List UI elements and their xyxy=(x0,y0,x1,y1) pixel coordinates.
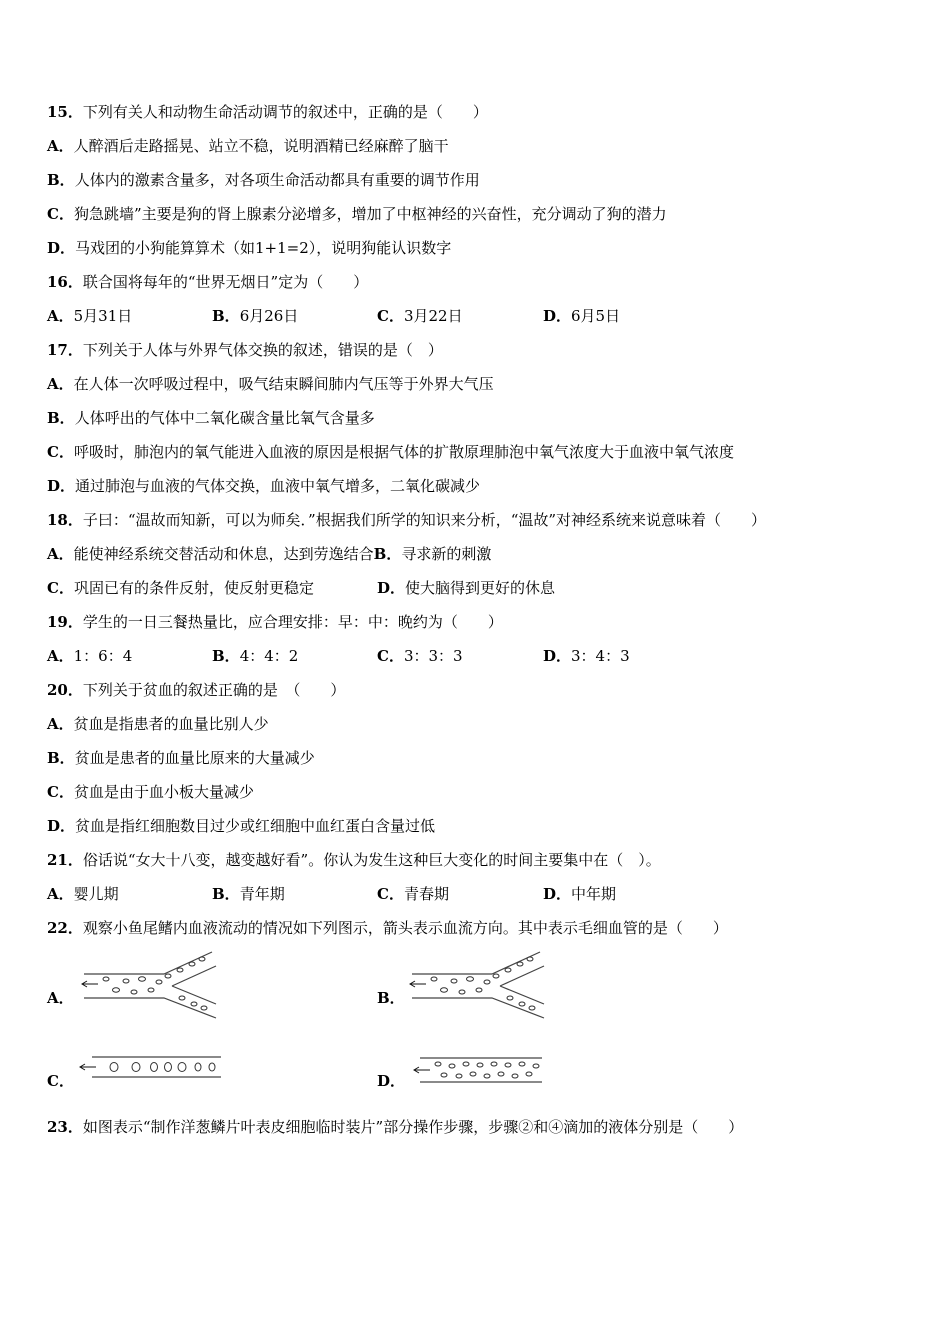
question-17-option-a: A．在人体一次呼吸过程中，吸气结束瞬间肺内气压等于外界大气压 xyxy=(47,375,494,393)
question-19-stem: 19．学生的一日三餐热量比，应合理安排：早：中：晚约为（ ） xyxy=(47,613,503,631)
question-21-stem: 21．俗话说“女大十八变，越变越好看”。你认为发生这种巨大变化的时间主要集中在（ ）。 xyxy=(47,851,661,869)
question-16-stem: 16．联合国将每年的“世界无烟日”定为（ ） xyxy=(47,273,369,291)
question-18-option-c: C．巩固已有的条件反射，使反射更稳定 xyxy=(47,579,314,597)
blood-cells-d xyxy=(435,1062,539,1078)
question-22-option-a-label: A． xyxy=(47,989,74,1007)
question-15-option-d: D．马戏团的小狗能算算术（如1+1=2），说明狗能认识数字 xyxy=(47,239,452,257)
question-15-option-b: B．人体内的激素含量多，对各项生命活动都具有重要的调节作用 xyxy=(47,171,480,189)
question-19-option-d: D．3：4：3 xyxy=(543,647,630,665)
question-21-option-a: A．婴儿期 xyxy=(47,885,119,903)
question-15-option-a: A．人醉酒后走路摇晃、站立不稳，说明酒精已经麻醉了脑干 xyxy=(47,137,449,155)
question-17-option-d: D．通过肺泡与血液的气体交换，血液中氧气增多，二氧化碳减少 xyxy=(47,477,481,495)
blood-cells-a xyxy=(103,957,207,1010)
question-22-option-d-label: D． xyxy=(377,1072,406,1090)
question-22-option-c-label: C． xyxy=(47,1072,74,1090)
question-19-option-c: C．3：3：3 xyxy=(377,647,463,665)
question-20-option-c: C．贫血是由于血小板大量减少 xyxy=(47,783,254,801)
question-17-stem: 17．下列关于人体与外界气体交换的叙述，错误的是（ ） xyxy=(47,341,443,359)
question-19-option-b: B．4：4：2 xyxy=(212,647,299,665)
question-22-option-b-label: B． xyxy=(377,989,405,1007)
question-16-option-c: C．3月22日 xyxy=(377,307,463,325)
question-18-options-ab: A．能使神经系统交替活动和休息，达到劳逸结合B．寻求新的刺激 xyxy=(47,545,492,563)
vessel-figure-a xyxy=(76,948,226,1023)
vessel-figure-b xyxy=(404,948,554,1023)
question-21-option-d: D．中年期 xyxy=(543,885,617,903)
blood-cells-b xyxy=(431,957,535,1010)
question-19-option-a: A．1：6：4 xyxy=(47,647,133,665)
question-17-option-b: B．人体呼出的气体中二氧化碳含量比氧气含量多 xyxy=(47,409,375,427)
question-18-stem: 18．子曰：“温故而知新，可以为师矣．”根据我们所学的知识来分析，“温故”对神经系统来说意味着（ ） xyxy=(47,511,767,529)
question-20-option-a: A．贫血是指患者的血量比别人少 xyxy=(47,715,269,733)
blood-cells-c xyxy=(110,1063,215,1072)
question-21-option-c: C．青春期 xyxy=(377,885,449,903)
question-18-option-d: D．使大脑得到更好的休息 xyxy=(377,579,556,597)
question-16-option-b: B．6月26日 xyxy=(212,307,299,325)
vessel-figure-d xyxy=(404,1052,554,1088)
question-23-stem: 23．如图表示“制作洋葱鳞片叶表皮细胞临时装片”部分操作步骤，步骤②和④滴加的液体分别是（ ） xyxy=(47,1118,744,1136)
question-16-option-a: A．5月31日 xyxy=(47,307,133,325)
question-20-option-b: B．贫血是患者的血量比原来的大量减少 xyxy=(47,749,315,767)
question-21-option-b: B．青年期 xyxy=(212,885,285,903)
question-17-option-c: C．呼吸时，肺泡内的氧气能进入血液的原因是根据气体的扩散原理肺泡中氧气浓度大于血液中氧气浓度 xyxy=(47,443,734,461)
question-22-stem: 22．观察小鱼尾鳍内血液流动的情况如下列图示，箭头表示血流方向。其中表示毛细血管的是（ ） xyxy=(47,919,728,937)
vessel-figure-c xyxy=(76,1052,226,1084)
question-15-stem: 15．下列有关人和动物生命活动调节的叙述中，正确的是（ ） xyxy=(47,103,488,121)
question-15-option-c: C．狗急跳墙”主要是狗的肾上腺素分泌增多，增加了中枢神经的兴奋性，充分调动了狗的潜力 xyxy=(47,205,667,223)
question-20-option-d: D．贫血是指红细胞数目过少或红细胞中血红蛋白含量过低 xyxy=(47,817,436,835)
question-20-stem: 20．下列关于贫血的叙述正确的是 （ ） xyxy=(47,681,346,699)
question-16-option-d: D．6月5日 xyxy=(543,307,621,325)
